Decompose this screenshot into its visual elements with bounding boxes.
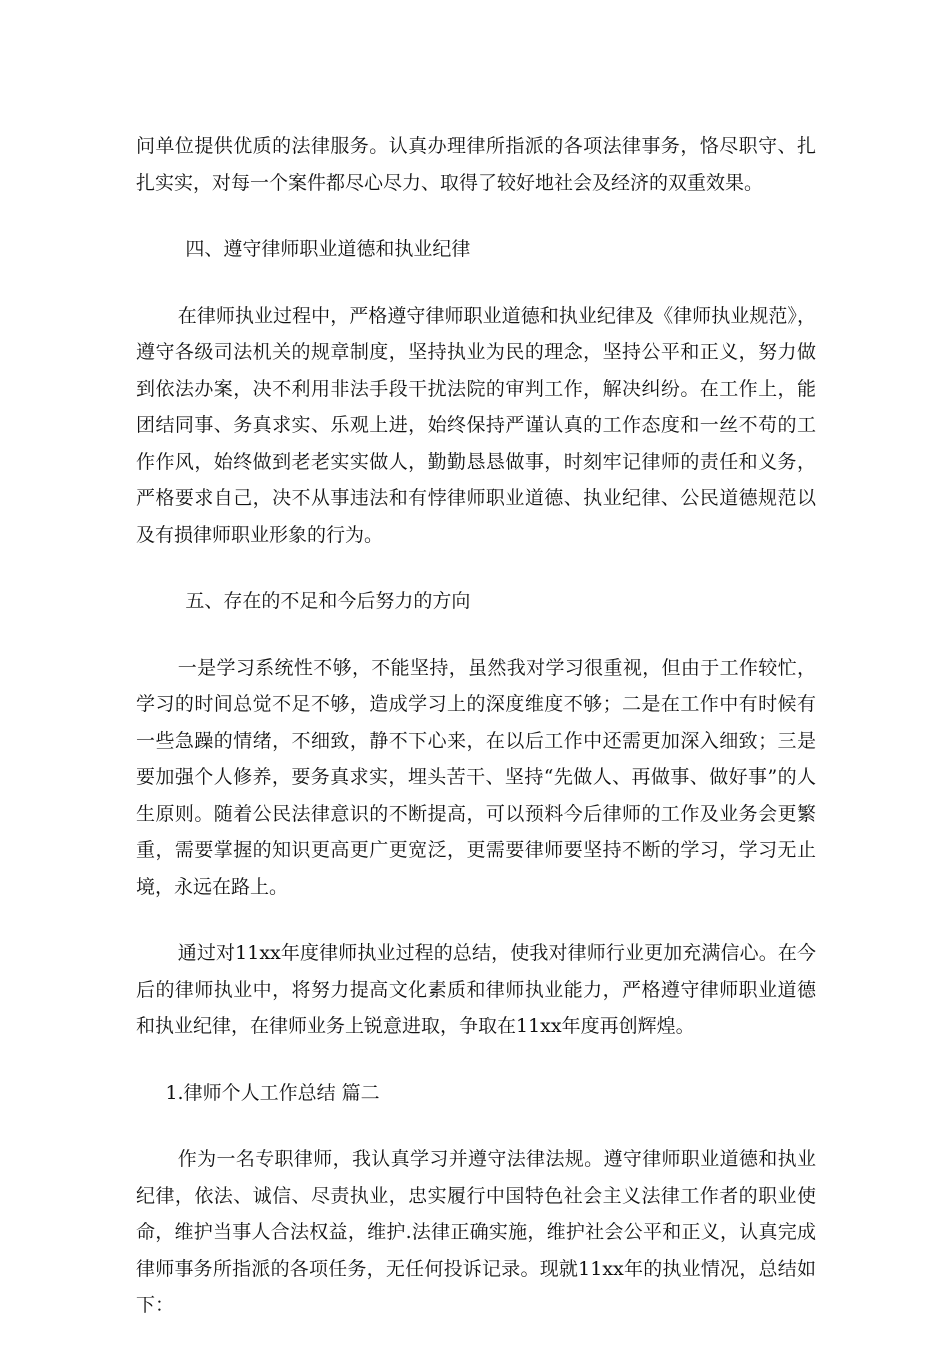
paragraph-introduction: 作为一名专职律师，我认真学习并遵守法律法规。遵守律师职业道德和执业纪律，依法、诚信、尽责执业，忠实履行中国特色社会主义法律工作者的职业使命，维护当事人合法权益，维护.法律正确实施，维护社会公平和正义，认真完成律师事务所指派的各项任务，无任何投诉记录。现就11xx年的执业情况，总结如下： — [136, 1148, 816, 1316]
article-title-part-2: 1.律师个人工作总结 篇二 — [165, 1081, 380, 1104]
paragraph-professional-ethics: 在律师执业过程中，严格遵守律师职业道德和执业纪律及《律师执业规范》，遵守各级司法机关的规章制度，坚持执业为民的理念，坚持公平和正义，努力做到依法办案，决不利用非法手段干扰法院的审判工作，解决纠纷。在工作上，能团结同事、务真求实、乐观上进，始终保持严谨认真的工作态度和一丝不苟的工作作风，始终做到老老实实做人，勤勤恳恳做事，时刻牢记律师的责任和义务，严格要求自己，决不从事违法和有悖律师职业道德、执业纪律、公民道德规范以及有损律师职业形象的行为。 — [136, 304, 816, 546]
paragraph-continuation: 问单位提供优质的法律服务。认真办理律所指派的各项法律事务，恪尽职守、扎扎实实，对每一个案件都尽心尽力、取得了较好地社会及经济的双重效果。 — [136, 135, 816, 194]
section-heading-5: 五、存在的不足和今后努力的方向 — [185, 590, 471, 612]
paragraph-shortcomings: 一是学习系统性不够，不能坚持，虽然我对学习很重视，但由于工作较忙，学习的时间总觉不足不够，造成学习上的深度维度不够；二是在工作中有时候有一些急躁的情绪，不细致，静不下心来，在以后工作中还需更加深入细致；三是要加强个人修养，要务真求实，埋头苦干、坚持“先做人、再做事、做好事”的人生原则。随着公民法律意识的不断提高，可以预料今后律师的工作及业务会更繁重，需要掌握的知识更高更广更宽泛，更需要律师要坚持不断的学习，学习无止境，永远在路上。 — [136, 656, 816, 898]
section-heading-4: 四、遵守律师职业道德和执业纪律 — [185, 238, 471, 260]
paragraph-conclusion: 通过对11xx年度律师执业过程的总结，使我对律师行业更加充满信心。在今后的律师执业中，将努力提高文化素质和律师执业能力，严格遵守律师职业道德和执业纪律，在律师业务上锐意进取，争取在11xx年度再创辉煌。 — [136, 942, 816, 1037]
document-body — [136, 128, 816, 1354]
